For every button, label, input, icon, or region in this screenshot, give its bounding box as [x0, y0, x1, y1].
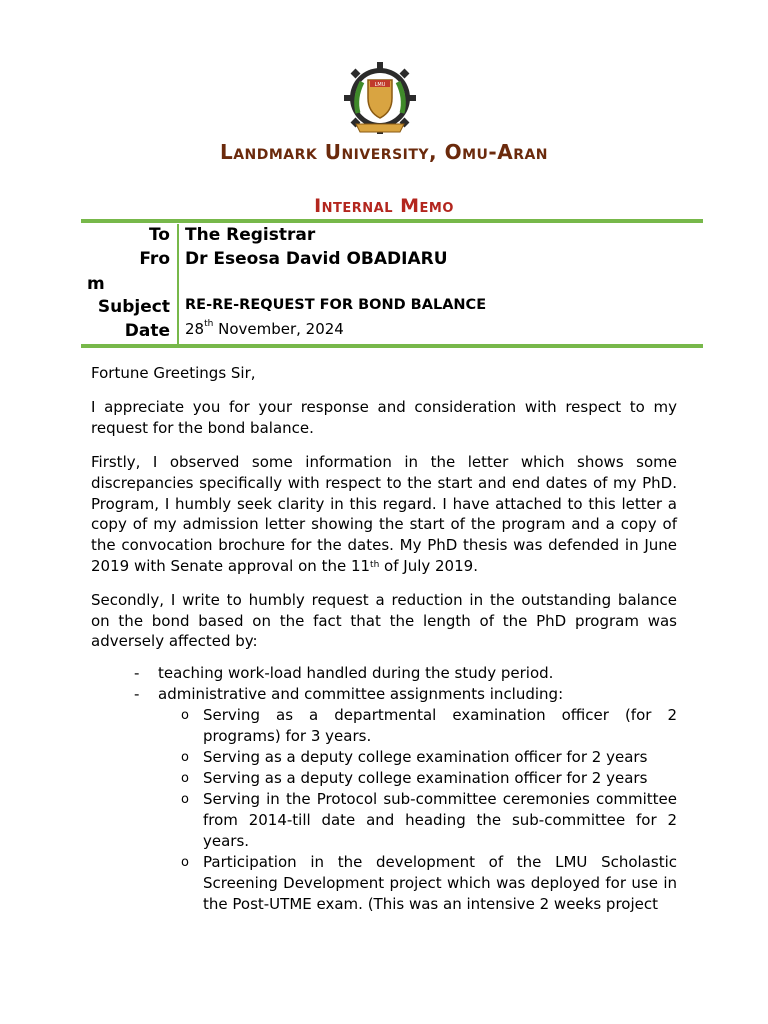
sub-list: [181, 705, 677, 915]
memo-body: [91, 363, 677, 665]
from-label-wrap: m: [87, 274, 105, 294]
subject-value: RE-RE-REQUEST FOR BOND BALANCE: [185, 297, 487, 313]
paragraph-2-text: Firstly, I observed some information in the letter which shows some discrepancies specifically with respect to the start and end dates of my PhD. Program, I humbly seek clarity in this regard. I have attached to this letter a copy of my admission letter showing the start of the program and a copy of the convocation brochure for the dates. My PhD thesis was defended in June 2019 with Senate approval on the 11: [91, 453, 677, 575]
header-bottom-rule: [81, 344, 703, 348]
header-divider: [177, 224, 179, 346]
university-name: Landmark University, Omu-Aran: [219, 140, 549, 164]
circle-bullet: o: [181, 771, 189, 786]
from-value: Dr Eseosa David OBADIARU: [185, 249, 448, 269]
dash-bullet: -: [134, 685, 140, 703]
list-item: teaching work-load handled during the study period.: [158, 664, 554, 682]
sub-list-item: o Serving as a departmental examination officer (for 2 programs) for 3 years.: [181, 706, 677, 745]
greeting: Fortune Greetings Sir,: [91, 364, 256, 382]
circle-bullet: o: [181, 855, 189, 870]
dash-bullet: -: [134, 664, 140, 682]
logo-abbrev: LMU: [374, 82, 386, 88]
date-day: 28: [185, 320, 205, 338]
to-value: The Registrar: [185, 225, 316, 245]
date-value: [185, 320, 344, 338]
list-item: administrative and committee assignments including:: [158, 685, 564, 703]
date-sup: th: [204, 319, 214, 329]
paragraph-2-sup: th: [370, 559, 380, 570]
sub-list-item: o Serving in the Protocol sub-committee ceremonies committee from 2014-till date and heading the sub-committee for 2 years.: [181, 790, 677, 850]
paragraph-1: I appreciate you for your response and consideration with respect to my request for the bond balance.: [91, 398, 677, 437]
date-rest: November, 2024: [213, 320, 344, 338]
circle-bullet: o: [181, 708, 189, 723]
sub-list-item: o Serving as a deputy college examination officer for 2 years: [181, 748, 648, 766]
header-top-rule: [81, 219, 703, 223]
subject-label: Subject: [97, 297, 170, 317]
paragraph-2-end: of July 2019.: [379, 556, 478, 575]
sub-list-item: o Participation in the development of the LMU Scholastic Screening Development project which was deployed for use in the Post-UTME exam. (This was an intensive 2 weeks project: [181, 853, 677, 913]
paragraph-3: Secondly, I write to humbly request a reduction in the outstanding balance on the bond based on the fact that the length of the PhD program was adversely affected by:: [91, 590, 677, 651]
from-label: Fro: [139, 249, 170, 269]
date-label: Date: [124, 321, 170, 341]
university-logo: [340, 58, 420, 142]
to-label: To: [148, 225, 170, 245]
paragraph-2: [91, 452, 677, 576]
circle-bullet: o: [181, 792, 189, 807]
sub-list-item: o Serving as a deputy college examination officer for 2 years: [181, 769, 648, 787]
circle-bullet: o: [181, 750, 189, 765]
memo-title: Internal Memo: [314, 195, 454, 217]
